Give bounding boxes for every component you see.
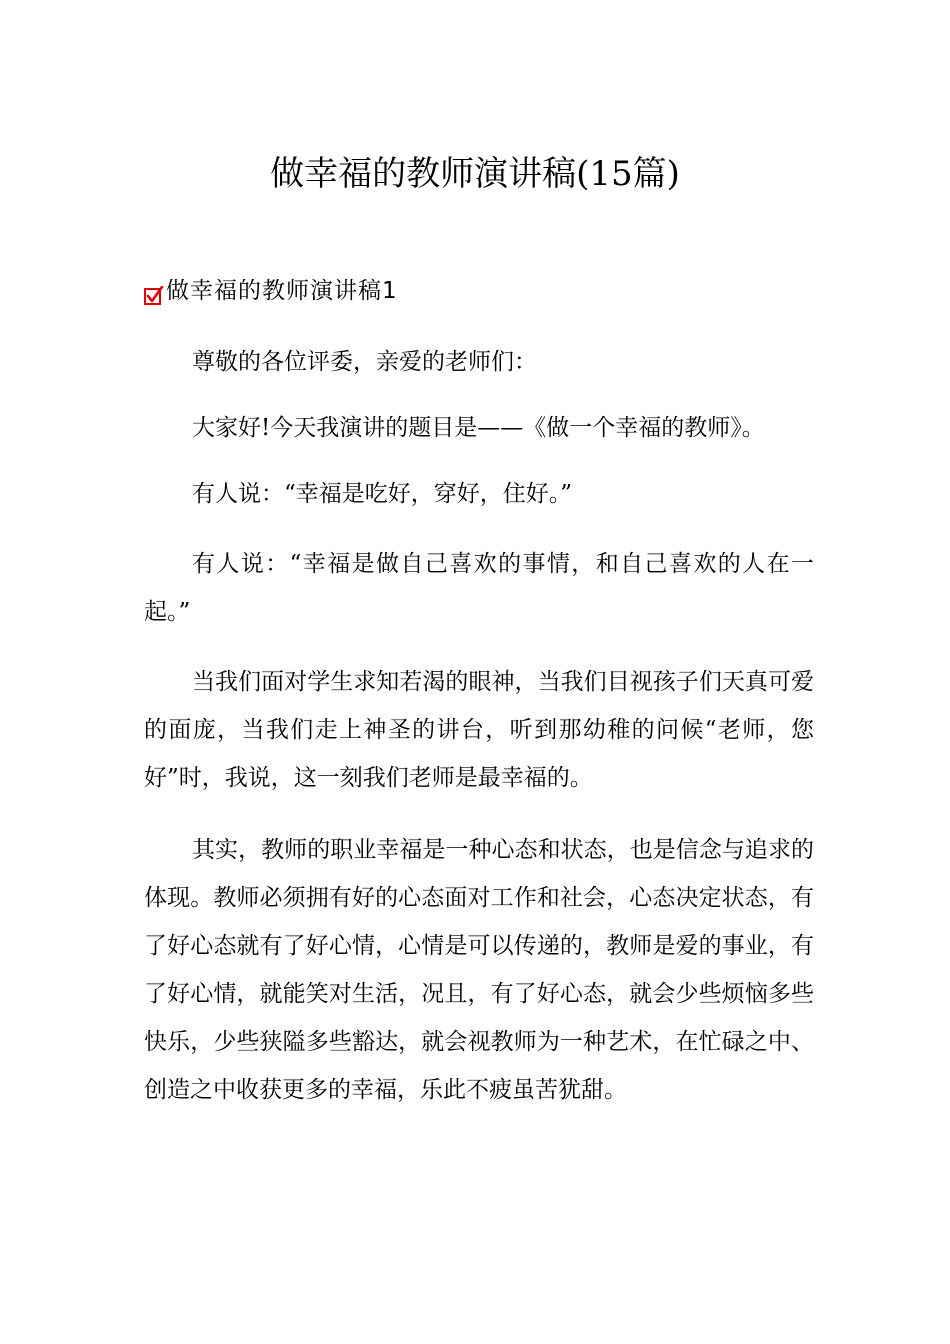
- paragraph-career-happiness: 其实，教师的职业幸福是一种心态和状态，也是信念与追求的体现。教师必须拥有好的心态面对工作和社会，心态决定状态，有了好心态就有了好心情，心情是可以传递的，教师是爱的事业，有了好心情，就能笑对生活，况且，有了好心态，就会少些烦恼多些快乐，少些狭隘多些豁达，就会视教师为一种艺术，在忙碌之中、创造之中收获更多的幸福，乐此不疲虽苦犹甜。: [144, 837, 814, 1103]
- paragraph-quote-1: 有人说：“幸福是吃好，穿好，住好。”: [192, 481, 573, 507]
- section-heading-text: 做幸福的教师演讲稿1: [166, 278, 398, 304]
- checkbox-checked-icon: [144, 286, 164, 306]
- section-heading: [144, 274, 398, 308]
- paragraph-salutation: 尊敬的各位评委，亲爱的老师们：: [192, 349, 537, 375]
- document-title: 做幸福的教师演讲稿(15篇): [270, 154, 680, 194]
- paragraph-happiest-moment: 当我们面对学生求知若渴的眼神，当我们目视孩子们天真可爱的面庞，当我们走上神圣的讲台，听到那幼稚的问候“老师，您好”时，我说，这一刻我们老师是最幸福的。: [144, 669, 814, 791]
- paragraph-quote-2: 有人说：“幸福是做自己喜欢的事情，和自己喜欢的人在一起。”: [144, 551, 814, 625]
- paragraph-greeting: 大家好!今天我演讲的题目是——《做一个幸福的教师》。: [192, 415, 765, 441]
